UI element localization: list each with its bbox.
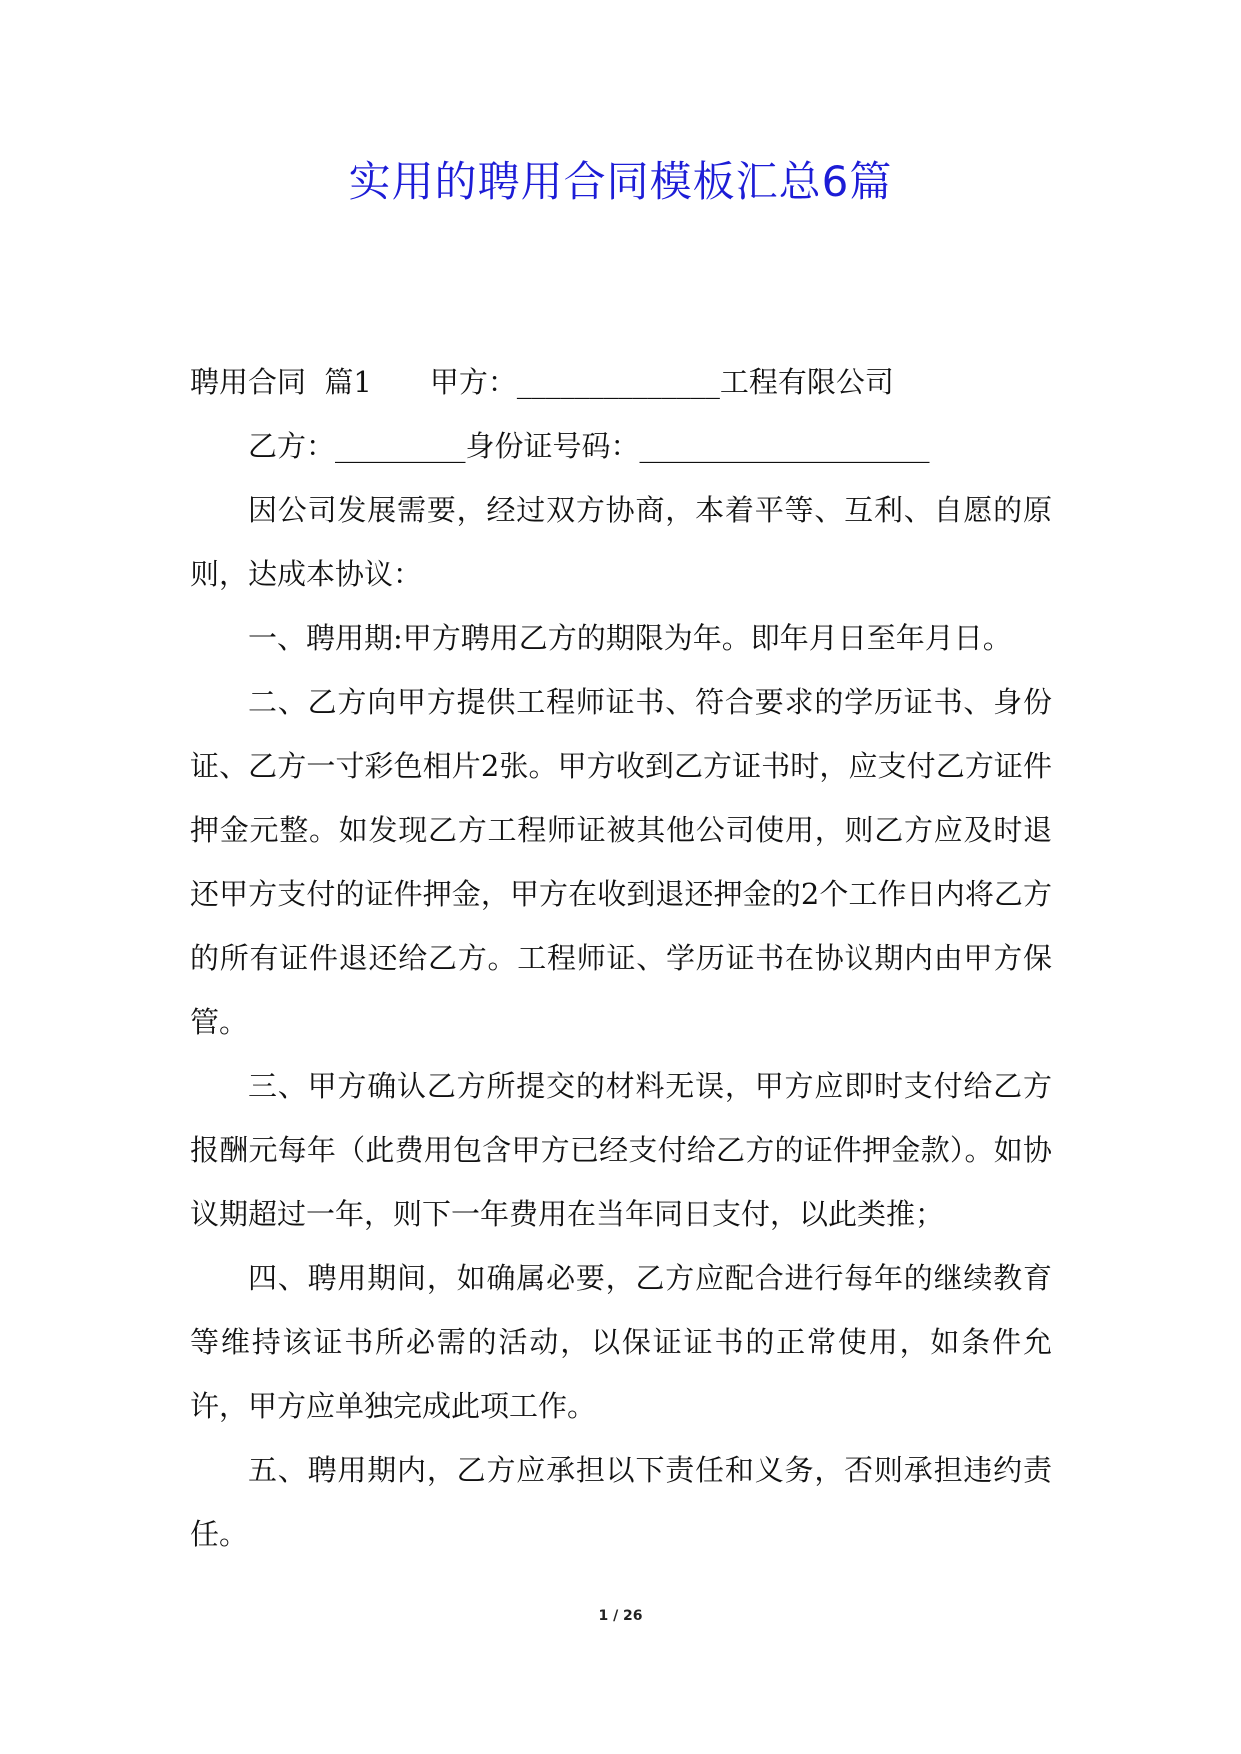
paragraph-clause-1: 一、聘用期:甲方聘用乙方的期限为年。即年月日至年月日。	[248, 621, 1012, 655]
paragraph-clause-2: 二、乙方向甲方提供工程师证书、符合要求的学历证书、身份证、乙方一寸彩色相片2张。甲方收到乙方证书时，应支付乙方证件押金元整。如发现乙方工程师证被其他公司使用，则乙方应及时退还甲方支付的证件押金，甲方在收到退还押金的2个工作日内将乙方的所有证件退还给乙方。工程师证、学历证书在协议期内由甲方保管。	[190, 685, 1052, 1039]
contract-header-line	[190, 350, 1052, 414]
paragraph-clause-5: 五、聘用期内，乙方应承担以下责任和义务，否则承担违约责任。	[190, 1453, 1052, 1551]
party-b-line	[190, 414, 1052, 478]
section-label: 聘用合同 篇1	[190, 365, 372, 399]
paragraph-clause-4: 四、聘用期间，如确属必要，乙方应配合进行每年的继续教育等维持该证书所必需的活动，以保证证书的正常使用，如条件允许，甲方应单独完成此项工作。	[190, 1261, 1052, 1423]
id-number-label: 身份证号码：	[465, 429, 640, 463]
document-title: 实用的聘用合同模板汇总6篇	[348, 157, 893, 206]
party-a-label: 甲方：	[429, 365, 517, 399]
party-a-blank: ______________	[516, 365, 720, 399]
paragraph-intro: 因公司发展需要，经过双方协商，本着平等、互利、自愿的原则，达成本协议：	[190, 493, 1052, 591]
document-body	[190, 350, 1052, 1566]
party-b-blank: _________	[335, 429, 466, 463]
party-a-suffix: 工程有限公司	[719, 365, 894, 399]
party-b-label: 乙方：	[248, 429, 336, 463]
page-number: 1 / 26	[598, 1608, 643, 1624]
id-number-blank: ____________________	[639, 429, 930, 463]
paragraph-clause-3: 三、甲方确认乙方所提交的材料无误，甲方应即时支付给乙方报酬元每年（此费用包含甲方已经支付给乙方的证件押金款）。如协议期超过一年，则下一年费用在当年同日支付，以此类推；	[190, 1069, 1052, 1231]
